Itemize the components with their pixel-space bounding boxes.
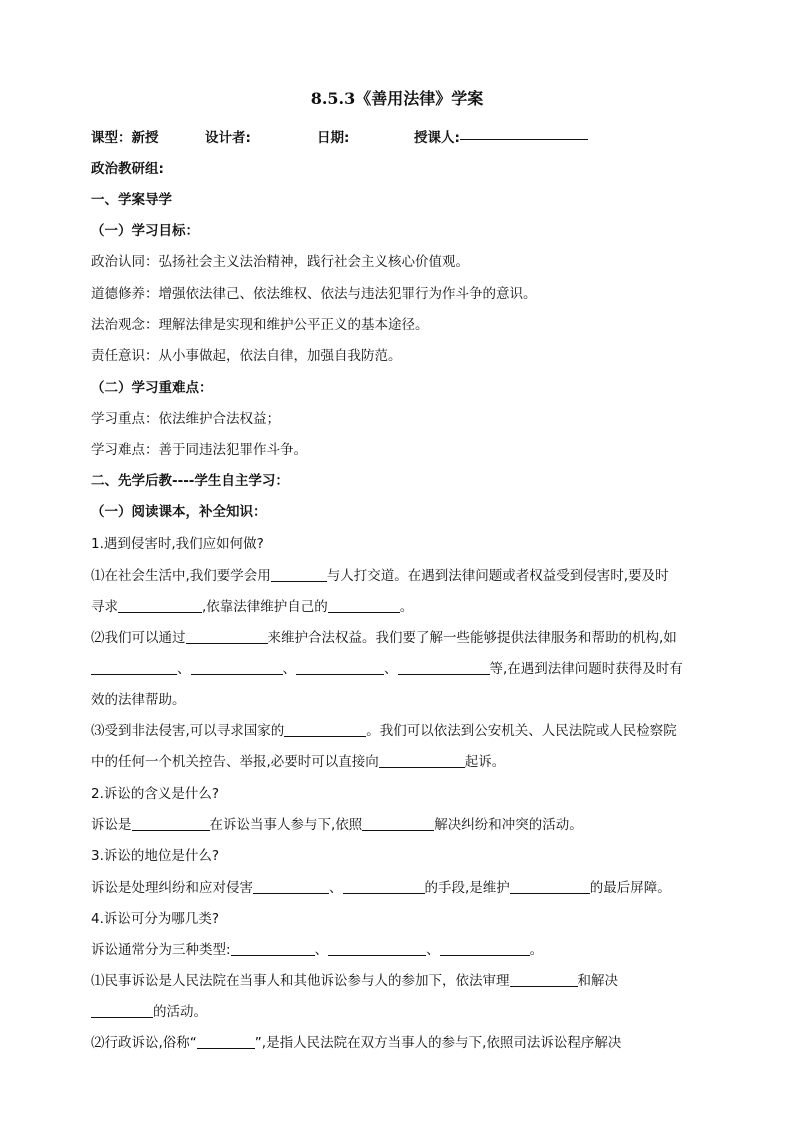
fill-blank (510, 973, 578, 987)
group-label: 政治教研组: (91, 161, 164, 177)
paragraph-2b: 、 、 、 等,在遇到法律问题时获得及时有 (91, 657, 683, 677)
page-title: 8.5.3《善用法律》学案 (310, 89, 484, 108)
question-1: 1.遇到侵害时,我们应如何做? (91, 536, 264, 552)
fill-blank (91, 1004, 153, 1018)
question-3: 3.诉讼的地位是什么? (91, 848, 220, 864)
goal-political: 政治认同：弘扬社会主义法治精神，践行社会主义核心价值观。 (91, 254, 469, 270)
answer-2: 诉讼是 在诉讼当事人参与下,依照 解决纠纷和冲突的活动。 (91, 817, 583, 833)
reading-heading: （一）阅读课本，补全知识： (91, 504, 267, 520)
fill-blank (271, 568, 327, 582)
paragraph-1b: 寻求 ,依靠法律维护自己的 。 (91, 599, 414, 615)
date-label: 日期: (317, 130, 350, 146)
paragraph-1a: ⑴在社会生活中,我们要学会用 与人打交道。在遇到法律问题或者权益受到侵害时,要及时 (91, 568, 669, 584)
fill-blank (343, 880, 425, 894)
fill-blank (231, 942, 315, 956)
goal-responsibility: 责任意识：从小事做起，依法自律，加强自我防范。 (91, 348, 402, 364)
paragraph-5: ⑵行政诉讼,俗称“ ”,是指人民法院在双方当事人的参与下,依照司法诉讼程序解决 (91, 1035, 622, 1051)
fill-blank (362, 817, 434, 831)
fill-blank (284, 723, 366, 737)
learning-goals-heading: （一）学习目标： (91, 223, 199, 239)
goal-legal: 法治观念：理解法律是实现和维护公平正义的基本途径。 (91, 317, 429, 333)
fill-blank (197, 1035, 255, 1049)
teacher-blank (460, 126, 588, 140)
question-4: 4.诉讼可分为哪几类? (91, 911, 220, 927)
fill-blank (91, 661, 177, 675)
fill-blank (328, 599, 400, 613)
paragraph-3b: 中的任何一个机关控告、举报,必要时可以直接向 起诉。 (91, 754, 506, 770)
designer-label: 设计者: (205, 130, 251, 146)
key-point: 学习重点：依法维护合法权益； (91, 411, 280, 427)
fill-blank (379, 754, 465, 768)
paragraph-4a: ⑴民事诉讼是人民法院在当事人和其他诉讼参与人的参加下，依法审理 和解决 (91, 973, 618, 989)
fill-blank (510, 880, 590, 894)
fill-blank (440, 942, 530, 956)
answer-3: 诉讼是处理纠纷和应对侵害 、 的手段,是维护 的最后屏障。 (91, 880, 671, 896)
key-points-heading: （二）学习重难点： (91, 380, 213, 396)
fill-blank (132, 817, 210, 831)
fill-blank (328, 942, 426, 956)
fill-blank (253, 880, 329, 894)
fill-blank (191, 661, 283, 675)
question-2: 2.诉讼的含义是什么? (91, 786, 220, 802)
section-1-heading: 一、学案导学 (91, 192, 172, 208)
answer-4: 诉讼通常分为三种类型: 、 、 。 (91, 942, 544, 958)
paragraph-2a: ⑵我们可以通过 来维护合法权益。我们要了解一些能够提供法律服务和帮助的机构,如 (91, 630, 677, 646)
paragraph-2c: 效的法律帮助。 (91, 692, 186, 708)
paragraph-3a: ⑶受到非法侵害,可以寻求国家的 。我们可以依法到公安机关、人民法院或人民检察院 (91, 723, 677, 739)
difficult-point: 学习难点：善于同违法犯罪作斗争。 (91, 442, 307, 458)
teacher-label: 授课人: (414, 126, 460, 146)
course-type: 课型：新授 (91, 130, 159, 146)
fill-blank (186, 630, 268, 644)
fill-blank (398, 661, 490, 675)
fill-blank (118, 599, 202, 613)
fill-blank (296, 661, 384, 675)
goal-moral: 道德修养：增强依法律己、依法维权、依法与违法犯罪行为作斗争的意识。 (91, 286, 537, 302)
paragraph-4b: 的活动。 (91, 1000, 207, 1020)
section-2-heading: 二、先学后教----学生自主学习： (91, 473, 289, 489)
